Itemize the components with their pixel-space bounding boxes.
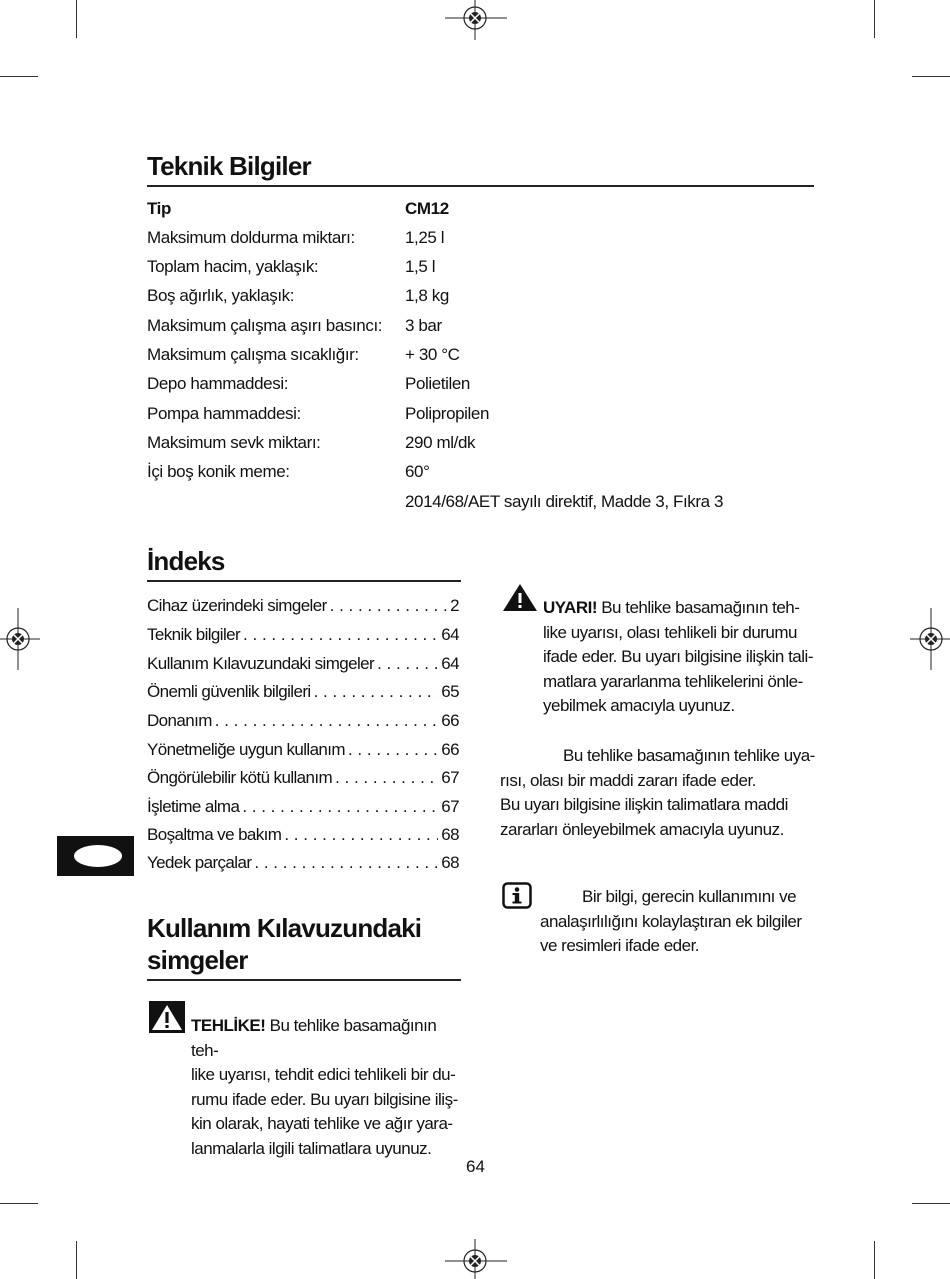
index-leader xyxy=(335,768,438,788)
technical-value: Polipropilen xyxy=(405,404,490,423)
index-entry-label: Donanım xyxy=(147,711,212,730)
index-entry-label: Kullanım Kılavuzundaki simgeler xyxy=(147,654,375,673)
technical-row xyxy=(147,374,470,394)
notice-line: Bu tehlike basamağının tehlike uya- xyxy=(563,746,815,765)
index-entry xyxy=(147,596,459,616)
technical-value: 3 bar xyxy=(405,316,442,335)
index-leader xyxy=(348,740,438,760)
index-entry xyxy=(147,797,459,817)
technical-value: 1,5 l xyxy=(405,257,436,276)
index-entry xyxy=(147,825,459,845)
danger-line: kin olarak, hayati tehlike ve ağır yara- xyxy=(191,1114,453,1133)
registration-mark-bottom xyxy=(445,1239,507,1279)
index-entry xyxy=(147,853,459,873)
symbols-title-rule xyxy=(147,979,461,981)
technical-label: Maksimum çalışma sıcaklığır: xyxy=(147,345,359,364)
notice-line: rısı, olası bir maddi zararı ifade eder. xyxy=(500,770,756,790)
technical-row xyxy=(147,404,490,424)
registration-mark-top xyxy=(445,0,507,40)
technical-row xyxy=(147,345,460,365)
index-entry xyxy=(147,654,459,674)
danger-line: rumu ifade eder. Bu uyarı bilgisine iliş- xyxy=(191,1089,458,1109)
danger-warning-triangle-icon xyxy=(149,1001,185,1033)
index-leader xyxy=(243,625,438,645)
technical-row xyxy=(147,257,436,277)
technical-label: Maksimum doldurma miktarı: xyxy=(147,228,355,247)
technical-label: Pompa hammaddesi: xyxy=(147,404,301,423)
index-title-rule xyxy=(147,580,461,582)
index-title: İndeks xyxy=(147,546,225,576)
language-tab xyxy=(57,836,134,876)
warning-keyword: UYARI! xyxy=(543,598,597,617)
warning-line: matlara yararlanma tehlikelerini önle- xyxy=(543,671,803,691)
technical-value: + 30 °C xyxy=(405,345,460,364)
warning-line: Bu tehlike basamağının teh- xyxy=(597,598,800,617)
danger-keyword: TEHLİKE! xyxy=(191,1016,266,1035)
warning-line: like uyarısı, olası tehlikeli bir durumu xyxy=(543,622,798,642)
symbols-title-line1: Kullanım Kılavuzundaki xyxy=(147,913,422,943)
index-entry xyxy=(147,682,459,702)
technical-value: CM12 xyxy=(405,199,449,218)
index-leader xyxy=(377,654,438,674)
index-entry xyxy=(147,768,459,788)
info-icon xyxy=(502,882,532,909)
language-tab-oval xyxy=(74,845,122,867)
technical-label: İçi boş konik meme: xyxy=(147,462,290,481)
index-entry-label: Önemli güvenlik bilgileri xyxy=(147,682,311,701)
index-entry-page: 66 xyxy=(441,711,459,730)
technical-label: Boş ağırlık, yaklaşık: xyxy=(147,286,295,305)
technical-title: Teknik Bilgiler xyxy=(147,151,311,181)
technical-label: Tip xyxy=(147,199,171,218)
index-leader xyxy=(284,825,438,845)
index-entry-label: Teknik bilgiler xyxy=(147,625,241,644)
index-entry-page: 67 xyxy=(441,797,459,816)
technical-value: 1,25 l xyxy=(405,228,445,247)
technical-title-rule xyxy=(147,185,814,187)
technical-value: 1,8 kg xyxy=(405,286,449,305)
warning-line: ifade eder. Bu uyarı bilgisine ilişkin tali- xyxy=(543,647,813,666)
technical-row xyxy=(147,286,449,306)
danger-text xyxy=(191,1014,466,1161)
index-leader xyxy=(314,682,439,702)
index-entry-label: Öngörülebilir kötü kullanım xyxy=(147,768,333,787)
warning-triangle-icon xyxy=(502,582,538,612)
index-entry-label: Cihaz üzerindeki simgeler xyxy=(147,596,327,615)
index-entry-page: 64 xyxy=(441,625,459,644)
notice-line: Bu uyarı bilgisine ilişkin talimatlara maddi xyxy=(500,795,788,814)
index-entry-page: 68 xyxy=(441,825,459,844)
index-leader xyxy=(254,853,438,873)
technical-label: Toplam hacim, yaklaşık: xyxy=(147,257,319,276)
technical-row xyxy=(147,462,430,482)
index-entry-label: Yedek parçalar xyxy=(147,853,252,872)
index-entry-page: 68 xyxy=(441,853,459,872)
technical-row xyxy=(147,228,445,248)
warning-line: yebilmek amacıyla uyunuz. xyxy=(543,696,735,715)
symbols-title-line2: simgeler xyxy=(147,945,248,975)
index-entry-label: Boşaltma ve bakım xyxy=(147,825,282,844)
technical-directive: 2014/68/AET sayılı direktif, Madde 3, Fıkra 3 xyxy=(405,492,724,511)
technical-value: 290 ml/dk xyxy=(405,433,476,452)
technical-value: 60° xyxy=(405,462,430,481)
index-entry-page: 2 xyxy=(450,596,459,615)
index-entry-page: 66 xyxy=(441,740,459,759)
info-line: analaşırlılığını kolaylaştıran ek bilgiler xyxy=(540,911,802,931)
danger-line: Bu tehlike basamağının teh- xyxy=(191,1016,437,1060)
notice-text xyxy=(500,744,820,842)
index-entry-label: İşletime alma xyxy=(147,797,240,816)
technical-label: Maksimum sevk miktarı: xyxy=(147,433,321,452)
index-entry xyxy=(147,625,459,645)
registration-mark-right xyxy=(910,608,950,670)
index-leader xyxy=(330,596,448,616)
technical-row-header xyxy=(147,199,449,219)
notice-line: zararları önleyebilmek amacıyla uyunuz. xyxy=(500,819,784,839)
index-leader xyxy=(242,797,438,817)
page-number: 64 xyxy=(466,1157,485,1176)
technical-label: Depo hammaddesi: xyxy=(147,374,289,393)
danger-line: like uyarısı, tehdit edici tehlikeli bir du- xyxy=(191,1065,456,1084)
danger-line: lanmalarla ilgili talimatlara uyunuz. xyxy=(191,1138,432,1158)
index-entry xyxy=(147,711,459,731)
index-leader xyxy=(215,711,439,731)
index-entry xyxy=(147,740,459,760)
technical-row xyxy=(147,316,442,336)
info-line: ve resimleri ifade eder. xyxy=(540,936,700,955)
technical-row xyxy=(147,433,476,453)
index-entry-page: 67 xyxy=(441,768,459,787)
technical-label: Maksimum çalışma aşırı basıncı: xyxy=(147,316,383,335)
info-text xyxy=(540,885,820,959)
technical-value: Polietilen xyxy=(405,374,470,393)
registration-mark-left xyxy=(0,608,40,670)
index-entry-label: Yönetmeliğe uygun kullanım xyxy=(147,740,345,759)
warning-text xyxy=(543,596,818,719)
index-entry-page: 65 xyxy=(441,682,459,701)
info-line: Bir bilgi, gerecin kullanımını ve xyxy=(582,887,797,906)
index-entry-page: 64 xyxy=(441,654,459,673)
